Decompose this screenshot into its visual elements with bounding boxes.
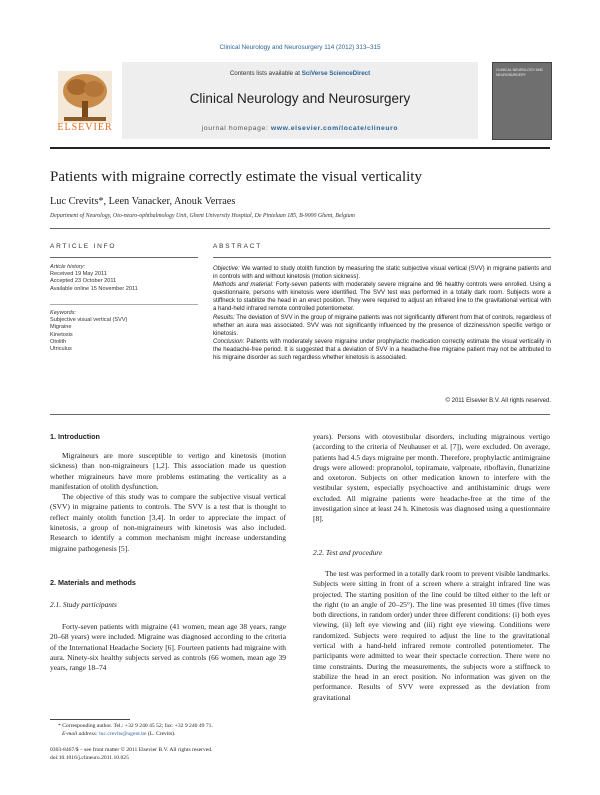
keywords bbox=[50, 310, 200, 353]
keyword: Subjective visual vertical (SVV) bbox=[50, 317, 128, 324]
abstract-results-label: Results: bbox=[213, 314, 235, 321]
paragraph: The test was performed in a totally dark room to prevent visible landmarks. Subjects were sitting in front of a screen where a straight infrared line was projected. The starting position of the line could be tilted either to the left or the right (to an angle of 20–25°). The line was presented 10 times (five times both directions, in random order) under three different conditions: (i) both eyes viewing, (ii) left eye viewing and (iii) right eye viewing. Conditions were randomized. Subjects were required to adjust the line to the gravitational vertical with a hand-held infrared remote controlled potentiometer. The participants were admitted to wear their spectacle correction. There were no time constraints. During the measurements, the subjects wore a stiffneck to stabilize the head in an erect position. No information was given on the performance. Results of SVV were expressed as the deviation from gravitational bbox=[313, 569, 550, 702]
article-history bbox=[50, 264, 200, 293]
homepage-prefix: journal homepage: bbox=[201, 125, 271, 132]
subsection-heading-participants: 2.1. Study participants bbox=[50, 600, 117, 609]
divider bbox=[50, 304, 198, 305]
abstract-heading: ABSTRACT bbox=[213, 243, 263, 250]
paragraph: The objective of this study was to compare the subjective visual vertical (SVV) in migraine patients to controls. The SVV is a test that is thought to reflect mainly otolith function [3,4]. In order to appreciate the impact of kinetosis, a group of non-migraineurs with kinetosis was also included. Research to identify a common mechanism might increase understanding migraine pathogenesis [5]. bbox=[50, 492, 286, 553]
journal-title: Clinical Neurology and Neurosurgery bbox=[189, 91, 411, 106]
abstract-conclusion-label: Conclusion: bbox=[213, 338, 245, 345]
divider bbox=[50, 257, 198, 258]
abstract-results: The deviation of SVV in the group of migraine patients was not significantly different from that of controls, regardless of whether an aura was associated. SVV was not significantly influenced by the presence of dizziness/non specific vertigo or kinetosis. bbox=[213, 314, 551, 337]
procedure-text bbox=[313, 569, 550, 703]
sciencedirect-link[interactable]: SciVerse ScienceDirect bbox=[301, 70, 371, 77]
contents-prefix: Contents lists available at bbox=[229, 70, 302, 77]
section-heading-introduction: 1. Introduction bbox=[50, 432, 100, 441]
abstract-text bbox=[213, 265, 551, 362]
abstract-conclusion: Patients with moderately severe migraine under prophylactic medication correctly estimate the visual verticality in the headache-free period. It is suggested that a deviation of SVV in a headache-free migraine patient may not be attributed to his migraine disorder as such regardless whether kinetosis is associated. bbox=[213, 338, 551, 362]
history-received: Received 19 May 2011 bbox=[50, 271, 107, 278]
email-note bbox=[62, 731, 298, 738]
divider bbox=[50, 228, 550, 229]
header-rule bbox=[50, 147, 550, 149]
issn-line: 0303-8467/$ – see front matter © 2011 Elsevier B.V. All rights reserved. bbox=[50, 747, 213, 753]
article-title: Patients with migraine correctly estimate the visual verticality bbox=[50, 169, 422, 185]
footnote-rule bbox=[50, 719, 130, 720]
doi-link[interactable]: doi:10.1016/j.clineuro.2011.10.025 bbox=[50, 755, 129, 761]
email-label: E-mail address: bbox=[62, 731, 100, 737]
abstract-methods: Forty-seven patients with moderately severe migraine and 96 healthy controls were enrolled. Using a questionnaire, persons with kinetosis were identified. The SVV test was performed in a totally dark room. Subjects wore a stiffneck to stabilize the head in an erect position. They were required to adjust an infrared line to the gravitational vertical with a hand-held infrared remote controlled potentiometer. bbox=[213, 282, 551, 313]
subsection-heading-procedure: 2.2. Test and procedure bbox=[313, 548, 383, 557]
copyright-notice: © 2011 Elsevier B.V. All rights reserved. bbox=[445, 398, 551, 404]
abstract-objective: We wanted to study otolith function by measuring the static subjective visual vertical (SVV) in migraine patients and in controls with and without kinetosis (motion sickness). bbox=[213, 266, 551, 281]
journal-reference[interactable]: Clinical Neurology and Neurosurgery 114 (2012) 313–315 bbox=[219, 44, 381, 51]
corresponding-author-note: * Corresponding author. Tel.: +32 9 240 45 52; fax: +32 9 240 49 71. bbox=[58, 723, 213, 729]
history-label: Article history: bbox=[50, 264, 86, 270]
section-heading-methods: 2. Materials and methods bbox=[50, 578, 136, 587]
article-info-heading: ARTICLE INFO bbox=[50, 243, 117, 250]
email-suffix: (L. Crevits). bbox=[146, 731, 176, 737]
author-affiliation: Department of Neurology, Oto-neuro-ophthalmology Unit, Ghent University Hospital, De Pintelaan 185, B-9000 Ghent, Belgium bbox=[50, 213, 355, 219]
keyword: Otolith bbox=[50, 338, 67, 345]
article-authors: Luc Crevits*, Leen Vanacker, Anouk Verraes bbox=[50, 196, 236, 207]
right-column-text bbox=[313, 432, 550, 525]
keyword: Utriculus bbox=[50, 346, 72, 353]
journal-homepage bbox=[122, 125, 478, 132]
journal-cover-text: CLINICAL NEUROLOGY AND NEUROSURGERY bbox=[496, 68, 544, 77]
paragraph: years). Persons with otovestibular disorders, including migrainous vertigo (according to the criteria of Neuhauser et al. [7]), were excluded. On average, patients had 4.5 days migraine per month. Therefore, prophylactic antimigraine drugs were allowed: propranolol, topiramate, valproate, riboflavin, flunarizine and oxetoron. Subjects on other medication known to interfere with the vestibular system, especially psychoactive and antihistaminic drugs were excluded. All migraine patients were headache-free at the time of the investigation since at least 24 h. Kinetosis was diagnosed using a questionnaire [8]. bbox=[313, 432, 550, 524]
introduction-text bbox=[50, 451, 286, 554]
participants-text bbox=[50, 622, 286, 673]
contents-line bbox=[122, 70, 478, 77]
homepage-link[interactable]: www.elsevier.com/locate/clineuro bbox=[270, 125, 399, 132]
paragraph: Forty-seven patients with migraine (41 women, mean age 38 years, range 20–68 years) were included. Migraine was diagnosed according to the criteria of the International Headache Society [6]. Fourteen patients had migraine with aura. Ninety-six healthy subjects served as controls (66 women, mean age 39 years, range 18–74 bbox=[50, 622, 286, 673]
keyword: Kinetosis bbox=[50, 331, 73, 338]
abstract-objective-label: Objective: bbox=[213, 266, 240, 272]
history-online: Available online 15 November 2011 bbox=[50, 285, 138, 292]
abstract-methods-label: Methods and material: bbox=[213, 282, 274, 289]
email-link[interactable]: luc.crevits@ugent.be bbox=[99, 731, 147, 737]
divider bbox=[213, 257, 551, 258]
paragraph: Migraineurs are more susceptible to vertigo and kinetosis (motion sickness) than non-migraineurs [1,2]. This association made us question whether migraineurs have more problems estimating the verticality as a manifestation of otolith dysfunction. bbox=[50, 451, 286, 491]
keyword: Migraine bbox=[50, 324, 72, 331]
publisher-name: ELSEVIER bbox=[57, 122, 113, 133]
divider bbox=[50, 414, 550, 415]
history-accepted: Accepted 23 October 2011 bbox=[50, 278, 117, 285]
keywords-label: Keywords: bbox=[50, 310, 77, 316]
